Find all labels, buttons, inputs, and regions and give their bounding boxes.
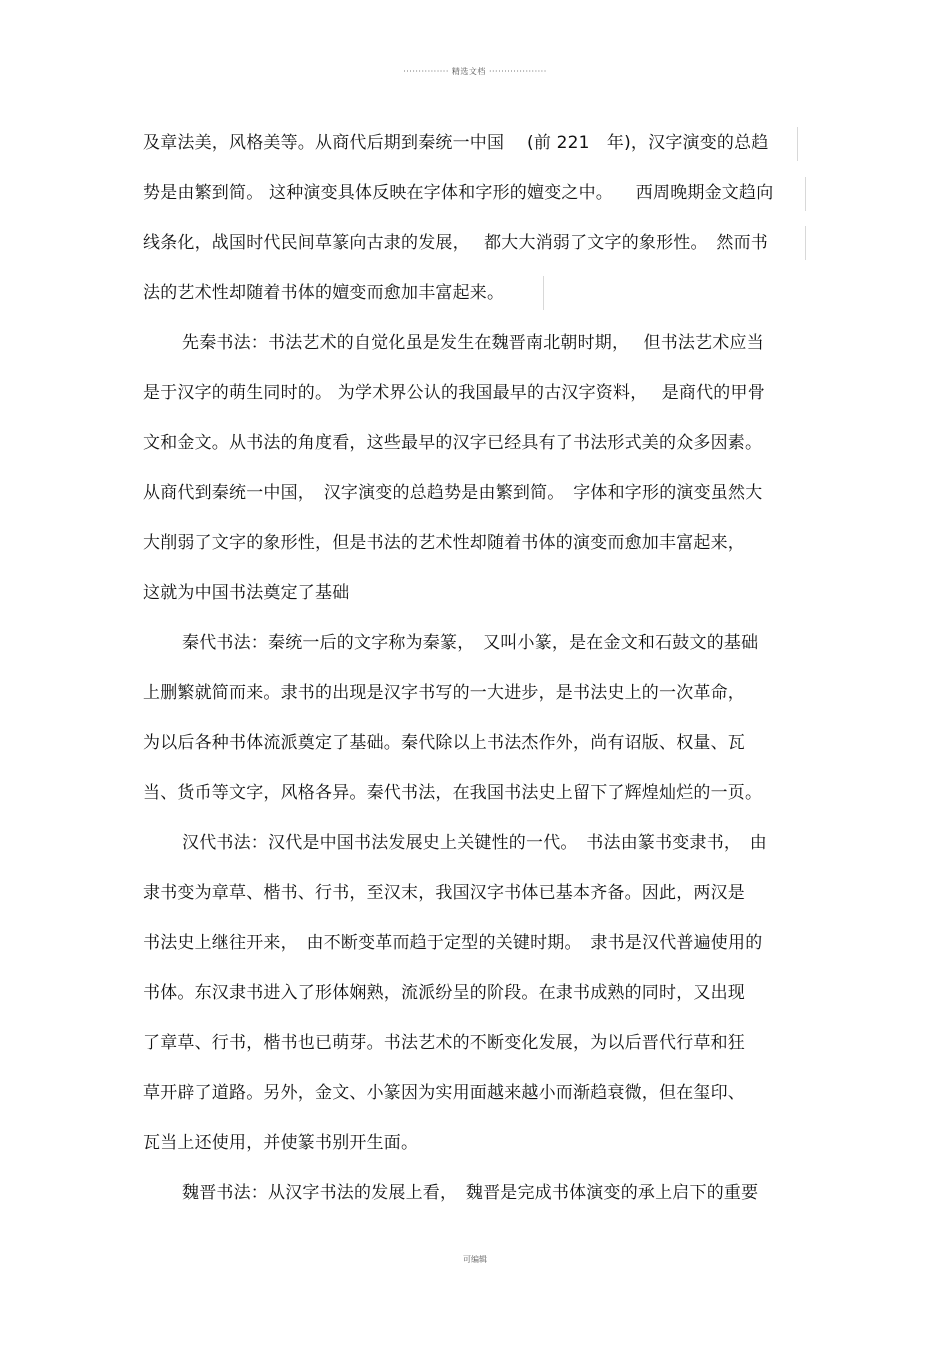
body-line: 文和金文。从书法的角度看，这些最早的汉字已经具有了书法形式美的众多因素。 — [143, 433, 763, 453]
body-line: 了章草、行书，楷书也已萌芽。书法艺术的不断变化发展，为以后晋代行草和狂 — [143, 1033, 745, 1053]
page-header: ··············· 精选文档 ··················· — [403, 67, 547, 76]
body-line: 为以后各种书体流派奠定了基础。秦代除以上书法杰作外，尚有诏版、权量、瓦 — [143, 733, 745, 753]
body-line: 是于汉字的萌生同时的。 为学术界公认的我国最早的古汉字资料， 是商代的甲骨 — [143, 383, 765, 403]
paragraph-start-line: 先秦书法：书法艺术的自觉化虽是发生在魏晋南北朝时期， 但书法艺术应当 — [182, 333, 764, 353]
body-line: 这就为中国书法奠定了基础 — [143, 583, 350, 603]
body-line: 书法史上继往开来， 由不断变革而趋于定型的关键时期。 隶书是汉代普遍使用的 — [143, 933, 763, 953]
body-line: 当、货币等文字，风格各异。秦代书法，在我国书法史上留下了辉煌灿烂的一页。 — [143, 783, 763, 803]
body-line: 草开辟了道路。另外，金文、小篆因为实用面越来越小而渐趋衰微，但在玺印、 — [143, 1083, 745, 1103]
body-line: 从商代到秦统一中国， 汉字演变的总趋势是由繁到简。 字体和字形的演变虽然大 — [143, 483, 763, 503]
body-line: 法的艺术性却随着书体的嬗变而愈加丰富起来。 — [143, 283, 505, 303]
margin-rule — [543, 276, 544, 310]
body-line: 线条化，战国时代民间草篆向古隶的发展， 都大大消弱了文字的象形性。 然而书 — [143, 233, 769, 253]
body-line: 势是由繁到简。 这种演变具体反映在字体和字形的嬗变之中。 西周晚期金文趋向 — [143, 183, 774, 203]
body-line: 大削弱了文字的象形性，但是书法的艺术性却随着书体的演变而愈加丰富起来， — [143, 533, 745, 553]
body-line: 上删繁就简而来。隶书的出现是汉字书写的一大进步，是书法史上的一次革命， — [143, 683, 745, 703]
margin-rule — [797, 127, 798, 161]
paragraph-start-line: 秦代书法：秦统一后的文字称为秦篆， 又叫小篆，是在金文和石鼓文的基础 — [182, 633, 759, 653]
margin-rule — [805, 177, 806, 211]
paragraph-start-line: 魏晋书法：从汉字书法的发展上看， 魏晋是完成书体演变的承上启下的重要 — [182, 1183, 759, 1203]
body-line: 瓦当上还使用，并使篆书别开生面。 — [143, 1133, 419, 1153]
body-line: 书体。东汉隶书进入了形体娴熟，流派纷呈的阶段。在隶书成熟的同时，又出现 — [143, 983, 745, 1003]
body-line: 隶书变为章草、楷书、行书，至汉末，我国汉字书体已基本齐备。因此，两汉是 — [143, 883, 745, 903]
margin-rule — [805, 226, 806, 260]
paragraph-start-line: 汉代书法：汉代是中国书法发展史上关键性的一代。 书法由篆书变隶书， 由 — [182, 833, 767, 853]
body-line: 及章法美，风格美等。从商代后期到秦统一中国 (前 221 年)，汉字演变的总趋 — [143, 133, 769, 153]
page-footer: 可编辑 — [463, 1255, 487, 1264]
